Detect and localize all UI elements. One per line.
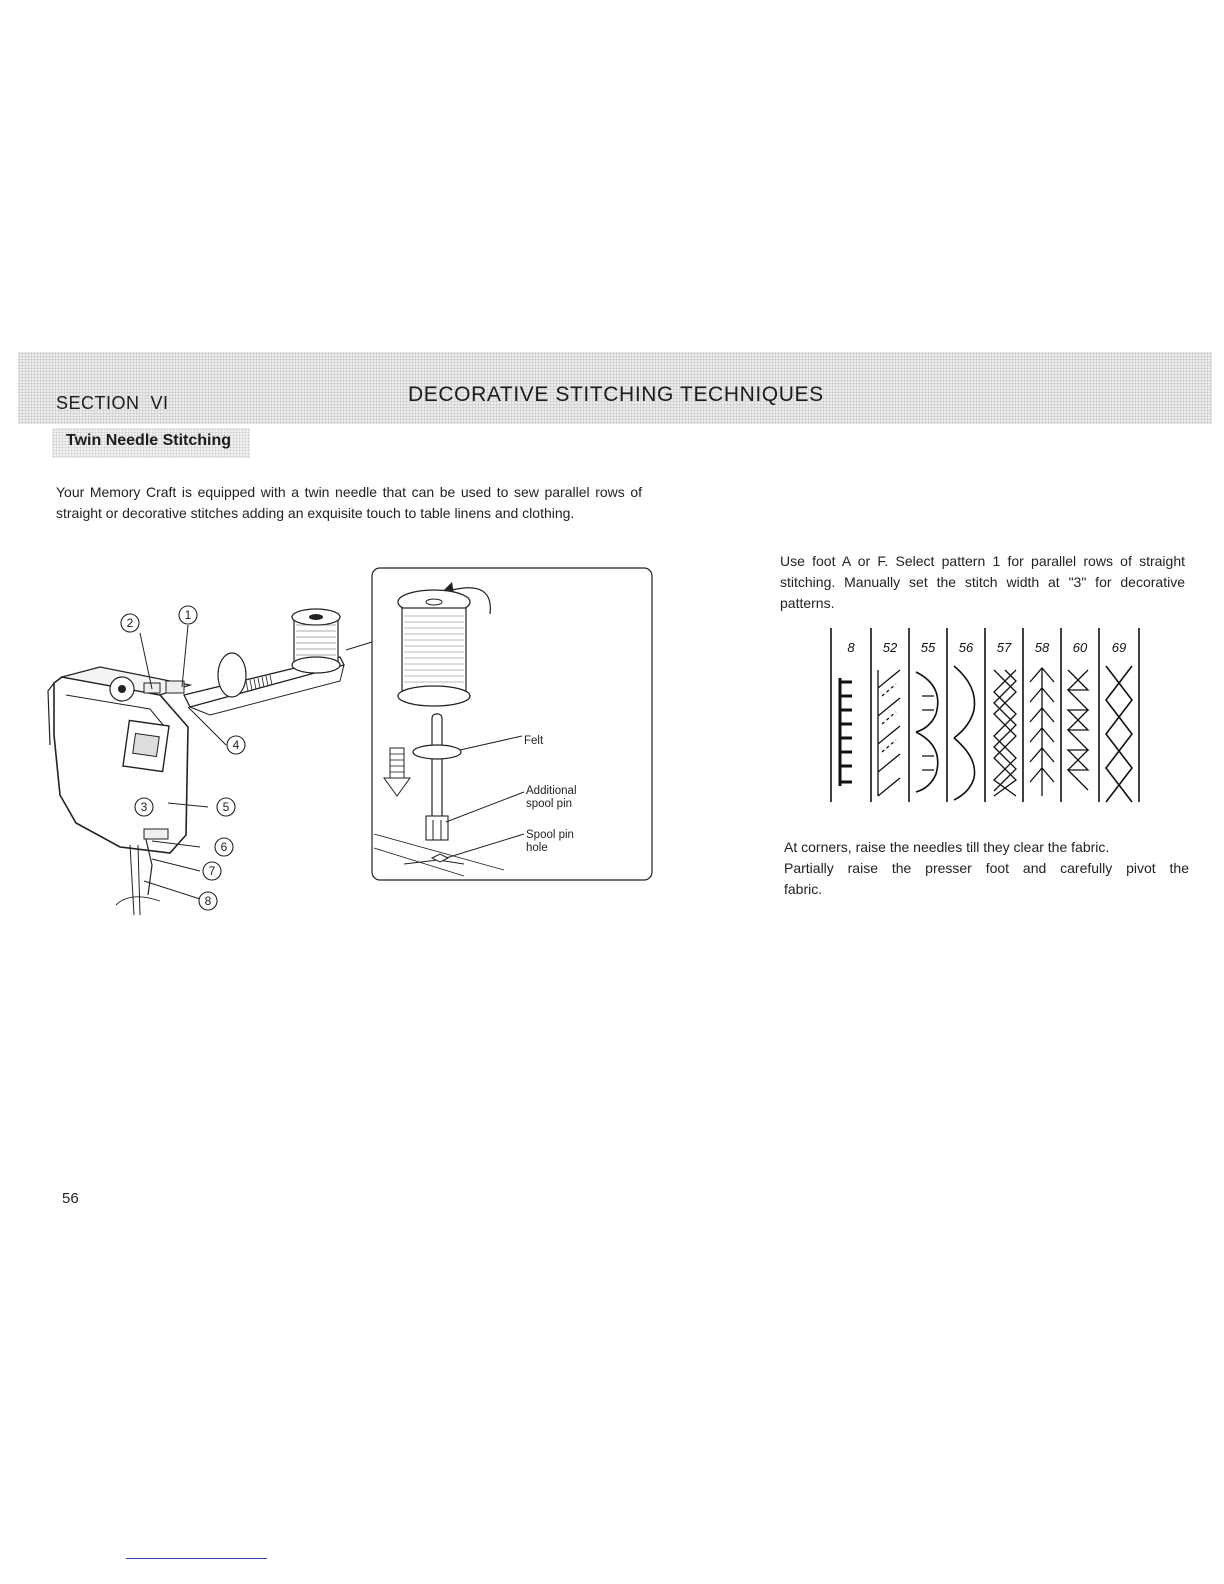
intro-paragraph: Your Memory Craft is equipped with a twin needle that can be used to sew parallel rows of straight or decorative stitches adding an exquisite touch to table linens and clothing.	[56, 484, 642, 521]
instructions-line-3: fabric.	[784, 881, 823, 897]
section-label: SECTION VI	[56, 393, 169, 413]
instructions-paragraph-2	[784, 837, 1189, 900]
subheading: Twin Needle Stitching	[66, 432, 232, 449]
pattern-table	[826, 626, 1146, 806]
stitch-pattern-60	[1068, 670, 1088, 790]
pattern-code: 58	[1034, 640, 1050, 655]
stitch-pattern-58	[1030, 668, 1054, 796]
pattern-code: 52	[882, 640, 898, 655]
instructions-line-2: Partially raise the presser foot and carefully pivot the	[784, 860, 1189, 876]
callout-8: 8	[204, 894, 212, 908]
stitch-pattern-56	[954, 666, 975, 800]
callout-5: 5	[222, 800, 230, 814]
pattern-code: 55	[920, 640, 936, 655]
callout-1: 1	[184, 608, 192, 622]
stitch-pattern-52	[878, 670, 900, 796]
label-felt: Felt	[524, 735, 544, 747]
callout-4: 4	[232, 738, 240, 752]
pattern-code: 69	[1111, 640, 1127, 655]
label-additional-2: spool pin	[526, 798, 573, 810]
section-title: DECORATIVE STITCHING TECHNIQUES	[408, 383, 824, 406]
machine-illustration	[40, 595, 370, 920]
instructions-line-1: At corners, raise the needles till they clear the fabric.	[784, 839, 1110, 855]
footer-rule	[126, 1558, 267, 1559]
stitch-pattern-8	[840, 678, 852, 786]
stitch-pattern-69	[1106, 666, 1132, 802]
callout-2: 2	[126, 616, 134, 630]
label-hole-1: Spool pin	[526, 829, 574, 841]
stitch-pattern-55	[916, 672, 938, 792]
pattern-code: 57	[996, 640, 1012, 655]
stitch-pattern-57	[994, 670, 1016, 796]
label-additional-1: Additional	[526, 785, 577, 797]
label-hole-2: hole	[526, 842, 548, 854]
page-number: 56	[62, 1190, 79, 1207]
pattern-code: 56	[958, 640, 974, 655]
callout-7: 7	[208, 864, 216, 878]
pattern-code: 60	[1072, 640, 1088, 655]
callout-6: 6	[220, 840, 228, 854]
spool-detail-illustration	[344, 564, 656, 884]
pattern-code: 8	[847, 640, 855, 655]
callout-3: 3	[140, 800, 148, 814]
instructions-paragraph-1: Use foot A or F. Select pattern 1 for parallel rows of straight stitching. Manually set the stitch width at "3" for decorative patterns.	[780, 553, 1185, 611]
